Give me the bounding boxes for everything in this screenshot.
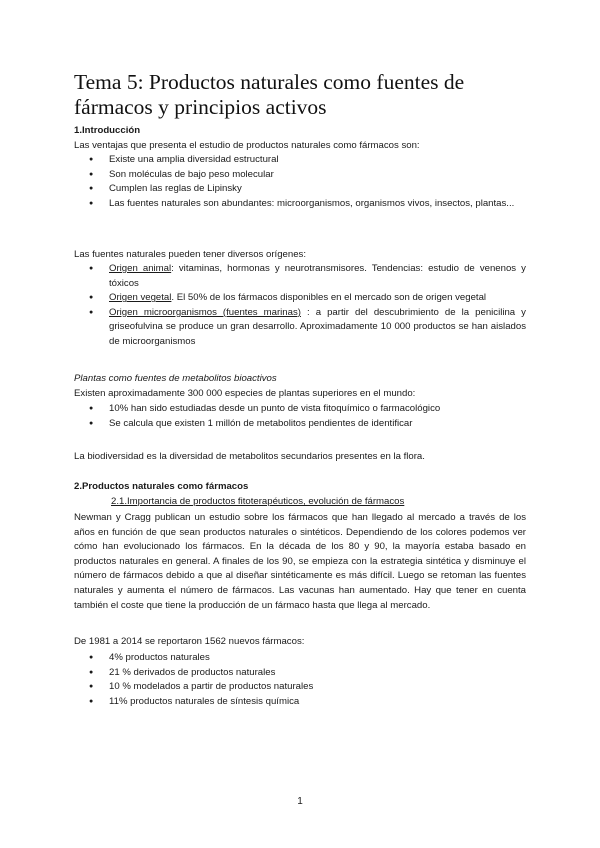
list-item: ● Cumplen las reglas de Lipinsky [74,182,526,197]
origin-term: Origen vegetal [109,292,172,304]
plants-intro: Existen aproximadamente 300 000 especies de plantas superiores en el mundo: [74,388,416,399]
plants-list [74,402,526,431]
origin-term: Origen animal [109,263,172,274]
subsection-heading: 2.1.Importancia de productos fitoterapéuticos, evolución de fármacos [111,496,405,507]
origin-description: : vitaminas, hormonas y neurotransmisores. Tendencias: estudio de venenos y tóxicos [109,263,526,289]
plants-heading: Plantas como fuentes de metabolitos bioactivos [74,373,277,384]
section-2-paragraph: Newman y Cragg publican un estudio sobre los fármacos que han llegado al mercado a través de los años en función de que sean productos naturales o sintéticos. Dependiendo de los colores podemos ver cómo han evolucionado los fármacos. En la década de los 80 y 90, la mayoría estaba basado en productos naturales en general. A finales de los 90, se empieza con la estrategia sintética y disminuye el número de fármacos debido a que al diseñar sintéticamente es más difícil. Luego se retoman las fuentes naturales y aumenta el número de fármacos. Las vacunas han aumentado. Hay que tener en cuenta también el coste que tiene la producción de un fármaco hasta que llega al mercado. [74,512,526,611]
list-item: ● 11% productos naturales de síntesis química [74,695,526,710]
list-item: ● 10 % modelados a partir de productos naturales [74,680,526,695]
stats-intro: De 1981 a 2014 se reportaron 1562 nuevos fármacos: [74,636,305,647]
advantages-list [74,153,526,211]
list-item: ● Son moléculas de bajo peso molecular [74,168,526,183]
list-item: ● Las fuentes naturales son abundantes: microorganismos, organismos vivos, insectos, plantas... [74,197,526,212]
stats-list [74,651,526,709]
biodiversity-text: La biodiversidad es la diversidad de metabolitos secundarios presentes en la flora. [74,451,425,462]
origin-description: : a partir del descubrimiento de la penicilina y griseofulvina se produce un gran desarrollo. Aproximadamente 10 000 productos se han aislados de microorganismos [109,306,526,347]
origin-description: . El 50% de los fármacos disponibles en el mercado son de origen vegetal [171,292,487,304]
list-item: ● 4% productos naturales [74,651,526,666]
list-item [74,291,526,306]
origins-intro: Las fuentes naturales pueden tener diversos orígenes: [74,249,307,260]
origin-term: Origen microorganismos (fuentes marinas) [109,306,301,318]
origins-list [74,262,526,350]
list-item: ● Se calcula que existen 1 millón de metabolitos pendientes de identificar [74,417,526,432]
section-2-heading: 2.Productos naturales como fármacos [74,481,249,492]
list-item: ● 10% han sido estudiadas desde un punto de vista fitoquímico o farmacológico [74,402,526,417]
page-number: 1 [297,796,303,807]
intro-text: Las ventajas que presenta el estudio de productos naturales como fármacos son: [74,140,420,151]
list-item [74,306,526,350]
section-1-heading: 1.Introducción [74,125,141,136]
list-item [74,262,526,291]
list-item: ● Existe una amplia diversidad estructural [74,153,526,168]
document-title: Tema 5: Productos naturales como fuentes de fármacos y principios activos [74,70,465,119]
list-item: ● 21 % derivados de productos naturales [74,666,526,681]
